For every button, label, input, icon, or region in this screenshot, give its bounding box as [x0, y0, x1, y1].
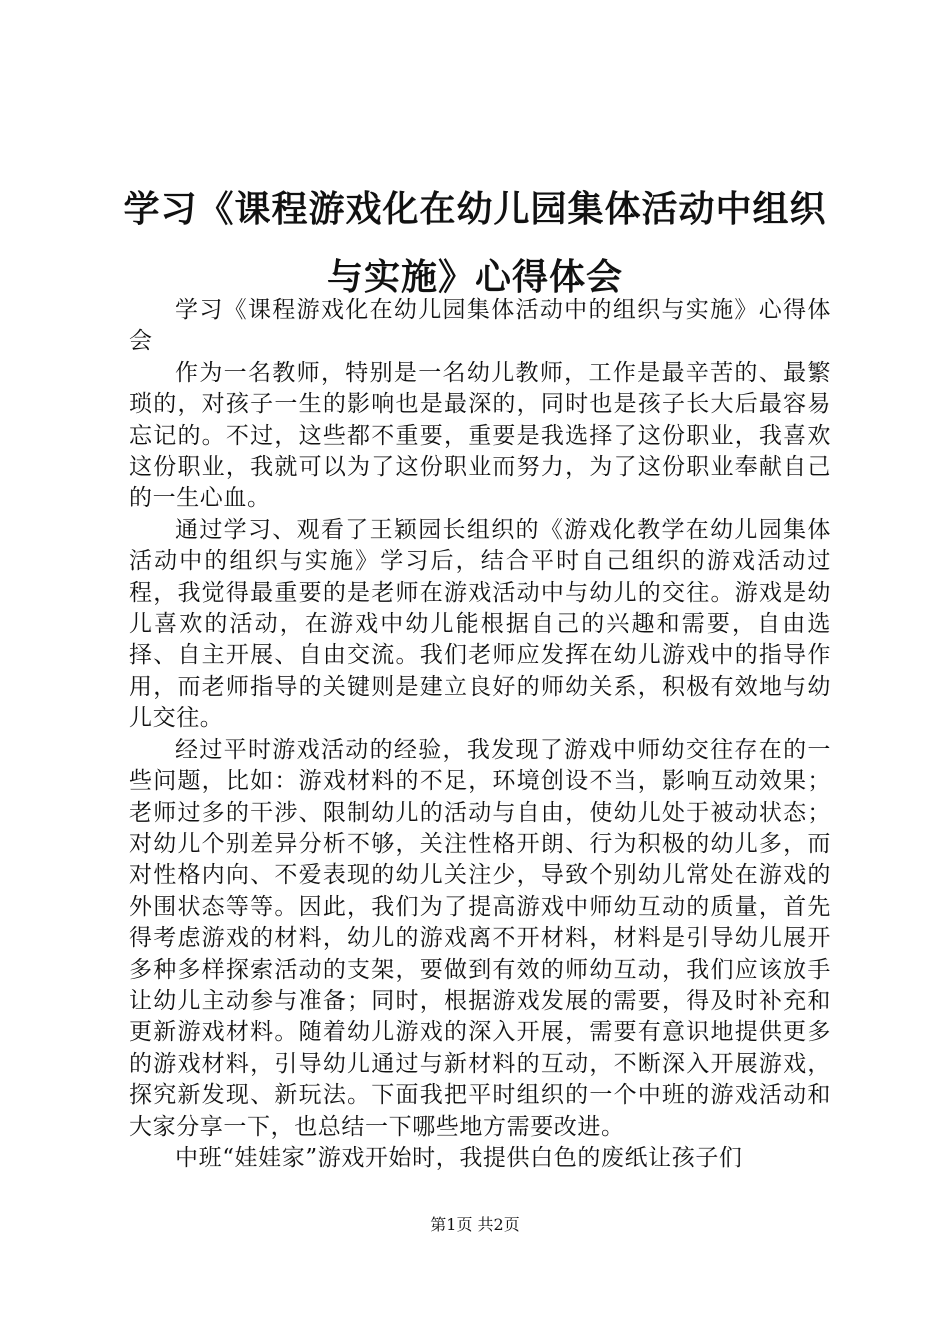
document-title: 学习《课程游戏化在幼儿园集体活动中组织与实施》心得体会	[123, 189, 827, 298]
paragraph: 作为一名教师，特别是一名幼儿教师，工作是最辛苦的、最繁琐的，对孩子一生的影响也是最深的，同时也是孩子长大后最容易忘记的。不过，这些都不重要，重要是我选择了这份职业，我喜欢这份职业，我就可以为了这份职业而努力，为了这份职业奉献自己的一生心血。	[129, 359, 831, 512]
document-body	[129, 295, 831, 1174]
paragraph: 经过平时游戏活动的经验，我发现了游戏中师幼交往存在的一些问题，比如：游戏材料的不足，环境创设不当，影响互动效果；老师过多的干涉、限制幼儿的活动与自由，使幼儿处于被动状态；对幼儿个别差异分析不够，关注性格开朗、行为积极的幼儿多，而对性格内向、不爱表现的幼儿关注少，导致个别幼儿常处在游戏的外围状态等等。因此，我们为了提高游戏中师幼互动的质量，首先得考虑游戏的材料，幼儿的游戏离不开材料，材料是引导幼儿展开多种多样探索活动的支架，要做到有效的师幼互动，我们应该放手让幼儿主动参与准备；同时，根据游戏发展的需要，得及时补充和更新游戏材料。随着幼儿游戏的深入开展，需要有意识地提供更多的游戏材料，引导幼儿通过与新材料的互动，不断深入开展游戏，探究新发现、新玩法。下面我把平时组织的一个中班的游戏活动和大家分享一下，也总结一下哪些地方需要改进。	[129, 736, 831, 1140]
paragraph: 通过学习、观看了王颖园长组织的《游戏化教学在幼儿园集体活动中的组织与实施》学习后，结合平时自己组织的游戏活动过程，我觉得最重要的是老师在游戏活动中与幼儿的交往。游戏是幼儿喜欢的活动，在游戏中幼儿能根据自己的兴趣和需要，自由选择、自主开展、自由交流。我们老师应发挥在幼儿游戏中的指导作用，而老师指导的关键则是建立良好的师幼关系，积极有效地与幼儿交往。	[129, 516, 831, 732]
paragraph-subtitle: 学习《课程游戏化在幼儿园集体活动中的组织与实施》心得体会	[129, 297, 831, 355]
page-number-footer: 第1页 共2页	[430, 1215, 520, 1234]
paragraph: 中班“娃娃家”游戏开始时，我提供白色的废纸让孩子们	[175, 1144, 743, 1171]
